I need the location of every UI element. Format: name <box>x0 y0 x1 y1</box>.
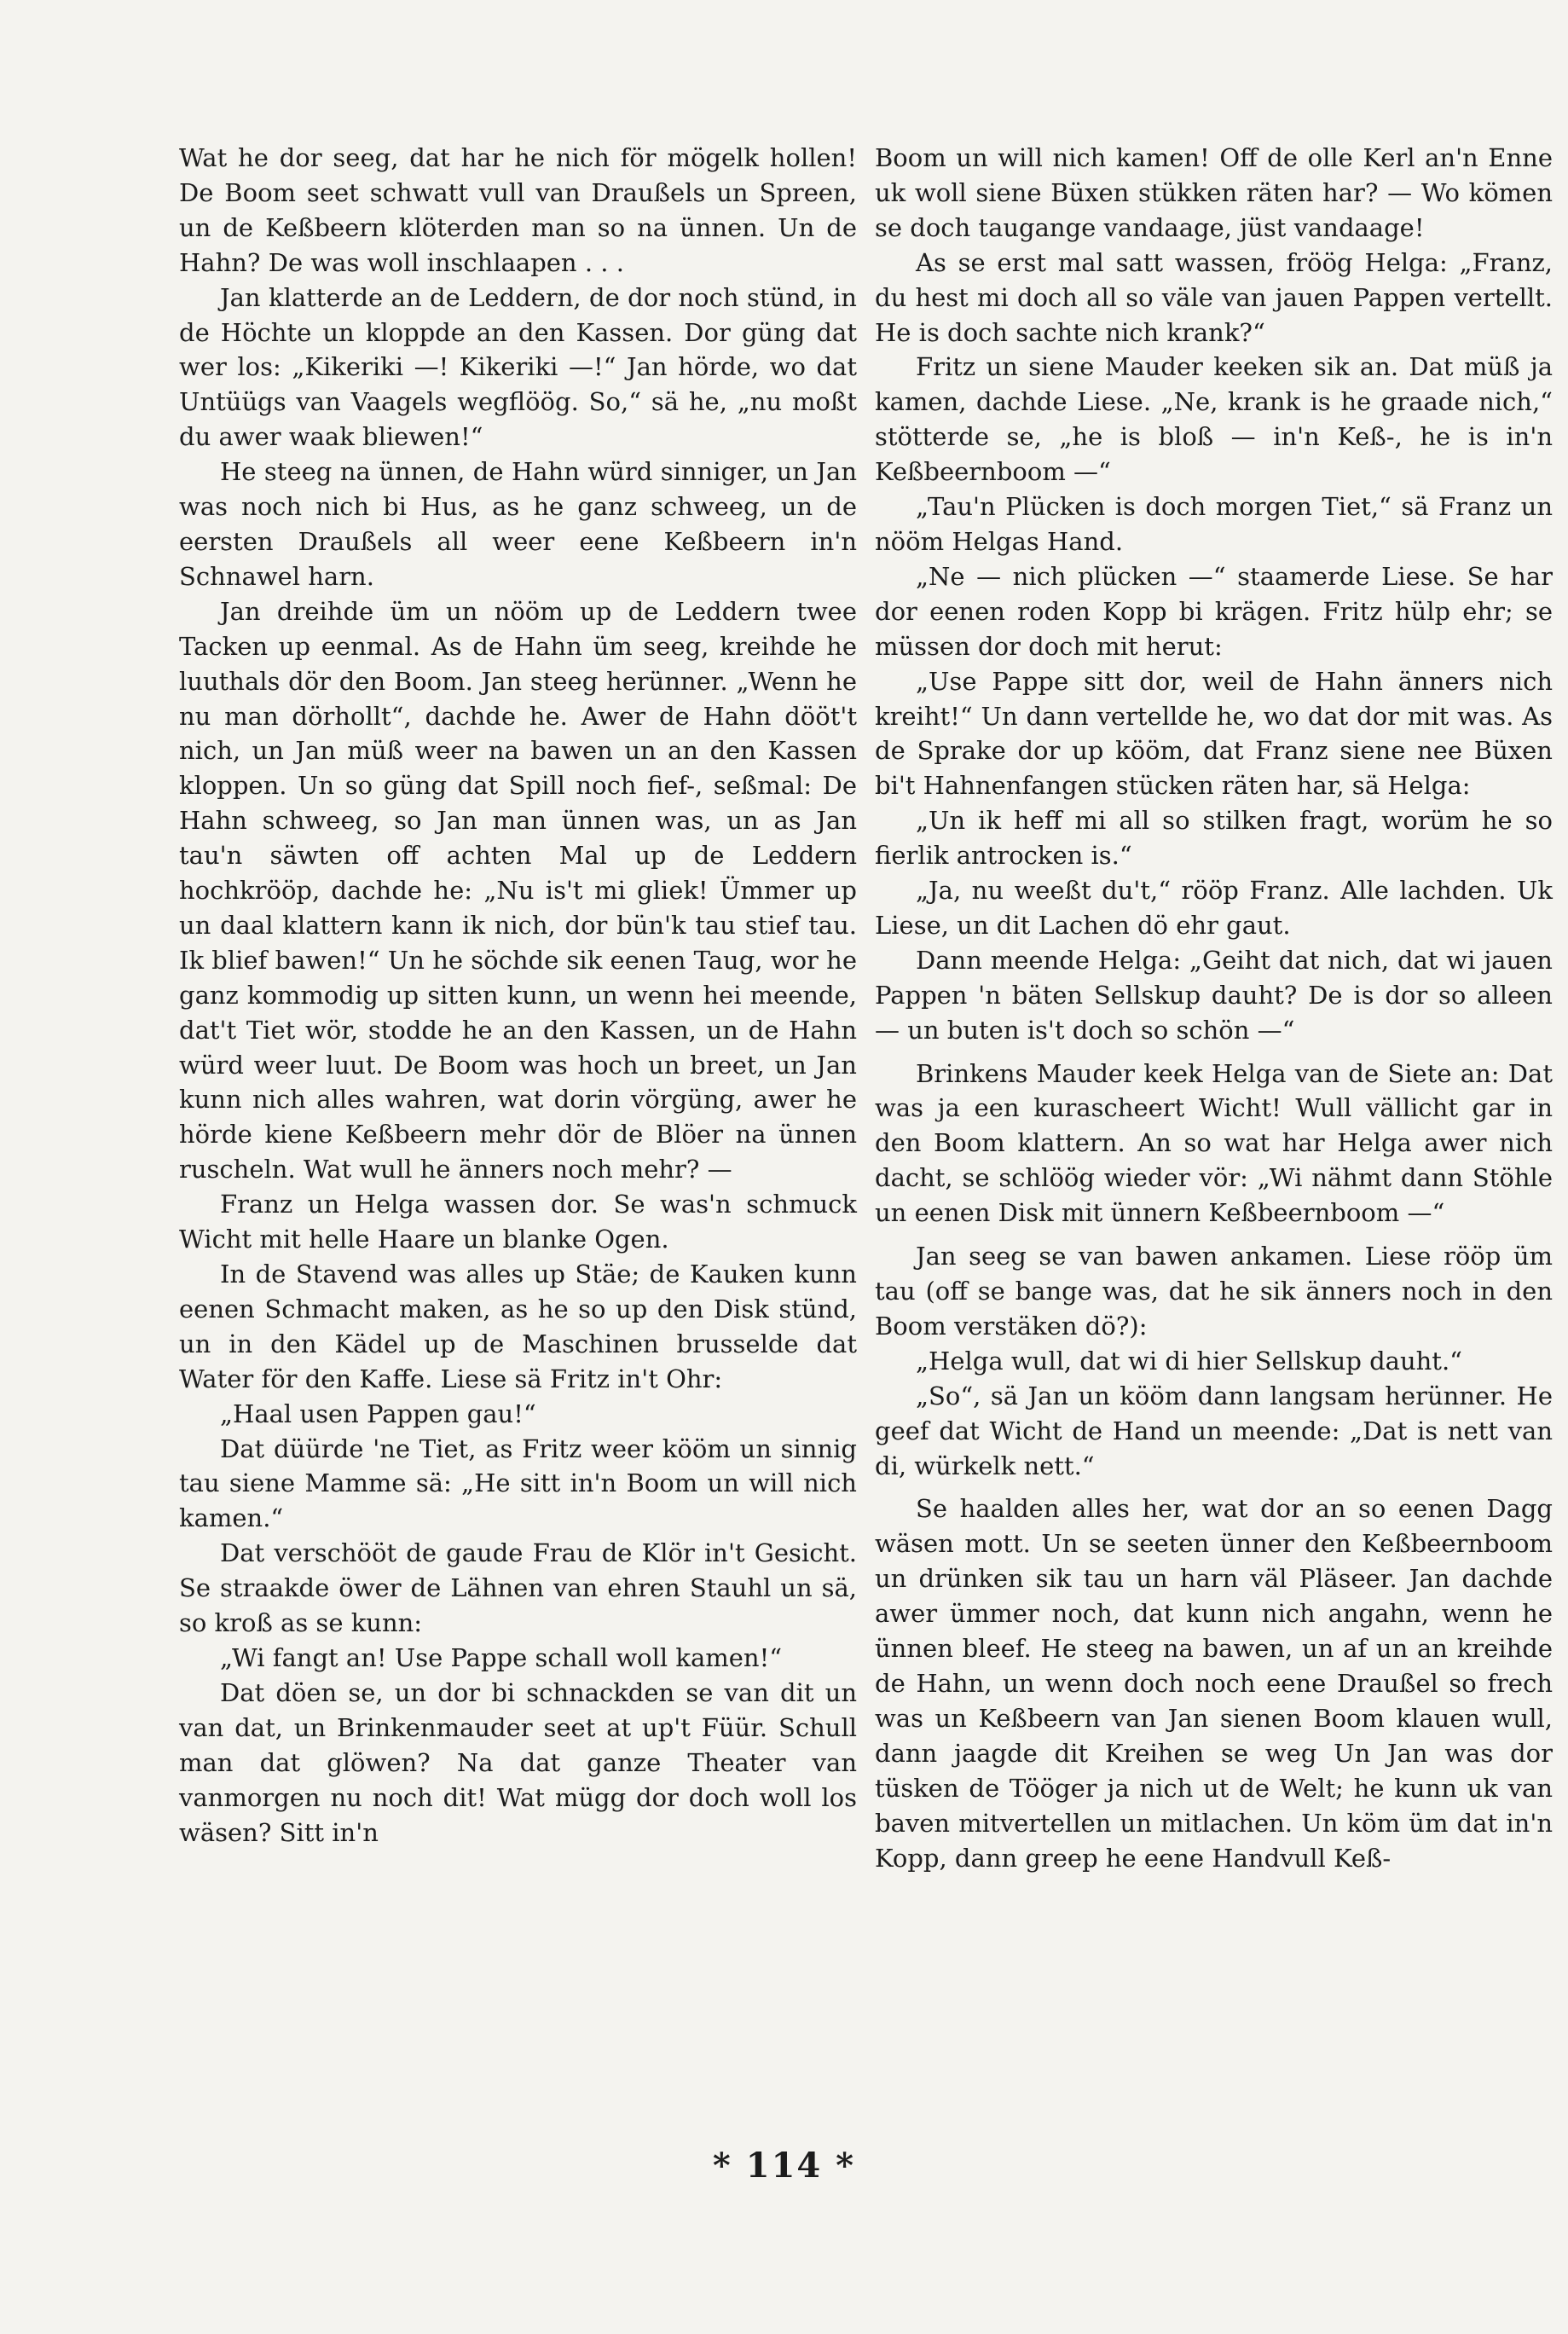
paragraph: „Un ik heff mi all so stilken fragt, worüm he so fierlik antrocken is.“ <box>875 806 1553 871</box>
paragraph: Dat düürde 'ne Tiet, as Fritz weer kööm un sinnig tau siene Mamme sä: „He sitt in'n Boom un will nich kamen.“ <box>179 1433 857 1533</box>
paragraph: Dat verschööt de gaude Frau de Klör in't Gesicht. Se straakde öwer de Lähnen van ehren Stauhl un sä, so kroß as se kunn: <box>179 1538 857 1638</box>
paragraph: He steeg na ünnen, de Hahn würd sinniger, un Jan was noch nich bi Hus, as he ganz schweeg, un de eersten Draußels all weer eene Keßbeern in'n Schnawel harn. <box>179 457 857 591</box>
paragraph: „Use Pappe sitt dor, weil de Hahn änners nich kreiht!“ Un dann vertellde he, wo dat dor mit was. As de Sprake dor up kööm, dat Franz siene nee Büxen bi't Hahnenfangen stücken räten har, sä Helga: <box>875 666 1553 801</box>
paragraph: „Tau'n Plücken is doch morgen Tiet,“ sä Franz un nööm Helgas Hand. <box>875 492 1553 556</box>
paragraph: Se haalden alles her, wat dor an so eenen Dagg wäsen mott. Un se seeten ünner den Keßbeernboom un drünken sik tau un harn väl Pläseer. Jan dachde awer ümmer noch, dat kunn nich angahn, wenn he ünnen bleef. He steeg na bawen, un af un an kreihde de Hahn, un wenn doch noch eene Draußel so frech was un Keßbeern van Jan sienen Boom klauen wull, dann jaagde dit Kreihen se weg Un Jan was dor tüsken de Tööger ja nich ut de Welt; he kunn uk van baven mitvertellen un mitlachen. Un köm üm dat in'n Kopp, dann greep he eene Handvull Keß- <box>875 1494 1553 1873</box>
left-text-column <box>179 141 857 1850</box>
paragraph: „Ne — nich plücken —“ staamerde Liese. Se har dor eenen roden Kopp bi krägen. Fritz hülp ehr; se müssen dor doch mit herut: <box>875 561 1553 661</box>
paragraph: Jan seeg se van bawen ankamen. Liese rööp üm tau (off se bange was, dat he sik änners noch in den Boom verstäken dö?): <box>875 1242 1553 1341</box>
paragraph: Dann meende Helga: „Geiht dat nich, dat wi jauen Pappen 'n bäten Sellskup dauht? De is dor so alleen — un buten is't doch so schön —“ <box>875 945 1553 1045</box>
paragraph: Wat he dor seeg, dat har he nich för mögelk hollen! De Boom seet schwatt vull van Draußels un Spreen, un de Keßbeern klöterden man so na ünnen. Un de Hahn? De was woll inschlaapen . . . <box>179 143 857 277</box>
paragraph: „So“, sä Jan un kööm dann langsam herünner. He geef dat Wicht de Hand un meende: „Dat is nett van di, würkelk nett.“ <box>875 1381 1553 1480</box>
paragraph: Jan klatterde an de Leddern, de dor noch stünd, in de Höchte un kloppde an den Kassen. Dor güng dat wer los: „Kikeriki —! Kikeriki —!“ Jan hörde, wo dat Untüügs van Vaagels wegflöög. So,“ sä he, „nu moßt du awer waak bliewen!“ <box>179 282 857 452</box>
paragraph: „Wi fangt an! Use Pappe schall woll kamen!“ <box>220 1642 783 1672</box>
paragraph: Fritz un siene Mauder keeken sik an. Dat müß ja kamen, dachde Liese. „Ne, krank is he graade nich,“ stötterde se, „he is bloß — in'n Keß-, he is in'n Keßbeernboom —“ <box>875 352 1553 487</box>
paragraph: Franz un Helga wassen dor. Se was'n schmuck Wicht mit helle Haare un blanke Ogen. <box>179 1190 857 1254</box>
paragraph: As se erst mal satt wassen, fröög Helga: „Franz, du hest mi doch all so väle van jauen Pappen vertellt. He is doch sachte nich krank?“ <box>875 247 1553 347</box>
right-text-column <box>875 141 1553 1875</box>
paragraph: Brinkens Mauder keek Helga van de Siete an: Dat was ja een kurascheert Wicht! Wull vällicht gar in den Boom klattern. An so wat har Helga awer nich dacht, se schlöög wieder vör: „Wi nähmt dann Stöhle un eenen Disk mit ünnern Keßbeernboom —“ <box>875 1058 1553 1228</box>
page-number: * 114 * <box>712 2146 856 2186</box>
paragraph: In de Stavend was alles up Stäe; de Kauken kunn eenen Schmacht maken, as he so up den Disk stünd, un in den Kädel up de Maschinen brusselde dat Water för den Kaffe. Liese sä Fritz in't Ohr: <box>179 1260 857 1393</box>
paragraph: Boom un will nich kamen! Off de olle Kerl an'n Enne uk woll siene Büxen stükken räten har? — Wo kömen se doch taugange vandaage, jüst vandaage! <box>875 143 1553 242</box>
paragraph: Jan dreihde üm un nööm up de Leddern twee Tacken up eenmal. As de Hahn üm seeg, kreihde he luuthals dör den Boom. Jan steeg herünner. „Wenn he nu man dörhollt“, dachde he. Awer de Hahn dööt't nich, un Jan müß weer na bawen un an den Kassen kloppen. Un so güng dat Spill noch fief-, seßmal: De Hahn schweeg, so Jan man ünnen was, un as Jan tau'n säwten off achten Mal up de Leddern hochkrööp, dachde he: „Nu is't mi gliek! Ümmer up un daal klattern kann ik nich, dor bün'k tau stief tau. Ik blief bawen!“ Un he söchde sik eenen Taug, wor he ganz kommodig up sitten kunn, un wenn hei meende, dat't Tiet wör, stodde he an den Kassen, un de Hahn würd weer luut. De Boom was hoch un breet, un Jan kunn nich alles wahren, wat dorin vörgüng, awer he hörde kiene Keßbeern mehr dör de Blöer na ünnen ruscheln. Wat wull he änners noch mehr? — <box>179 596 857 1184</box>
paragraph: „Haal usen Pappen gau!“ <box>220 1399 536 1428</box>
paragraph: Dat döen se, un dor bi schnackden se van dit un van dat, un Brinkenmauder seet at up't Füür. Schull man dat glöwen? Na dat ganze Theater van vanmorgen nu noch dit! Wat mügg dor doch woll los wäsen? Sitt in'n <box>179 1677 857 1847</box>
paragraph: „Helga wull, dat wi di hier Sellskup dauht.“ <box>916 1346 1463 1375</box>
paragraph: „Ja, nu weeßt du't,“ rööp Franz. Alle lachden. Uk Liese, un dit Lachen dö ehr gaut. <box>875 876 1553 940</box>
